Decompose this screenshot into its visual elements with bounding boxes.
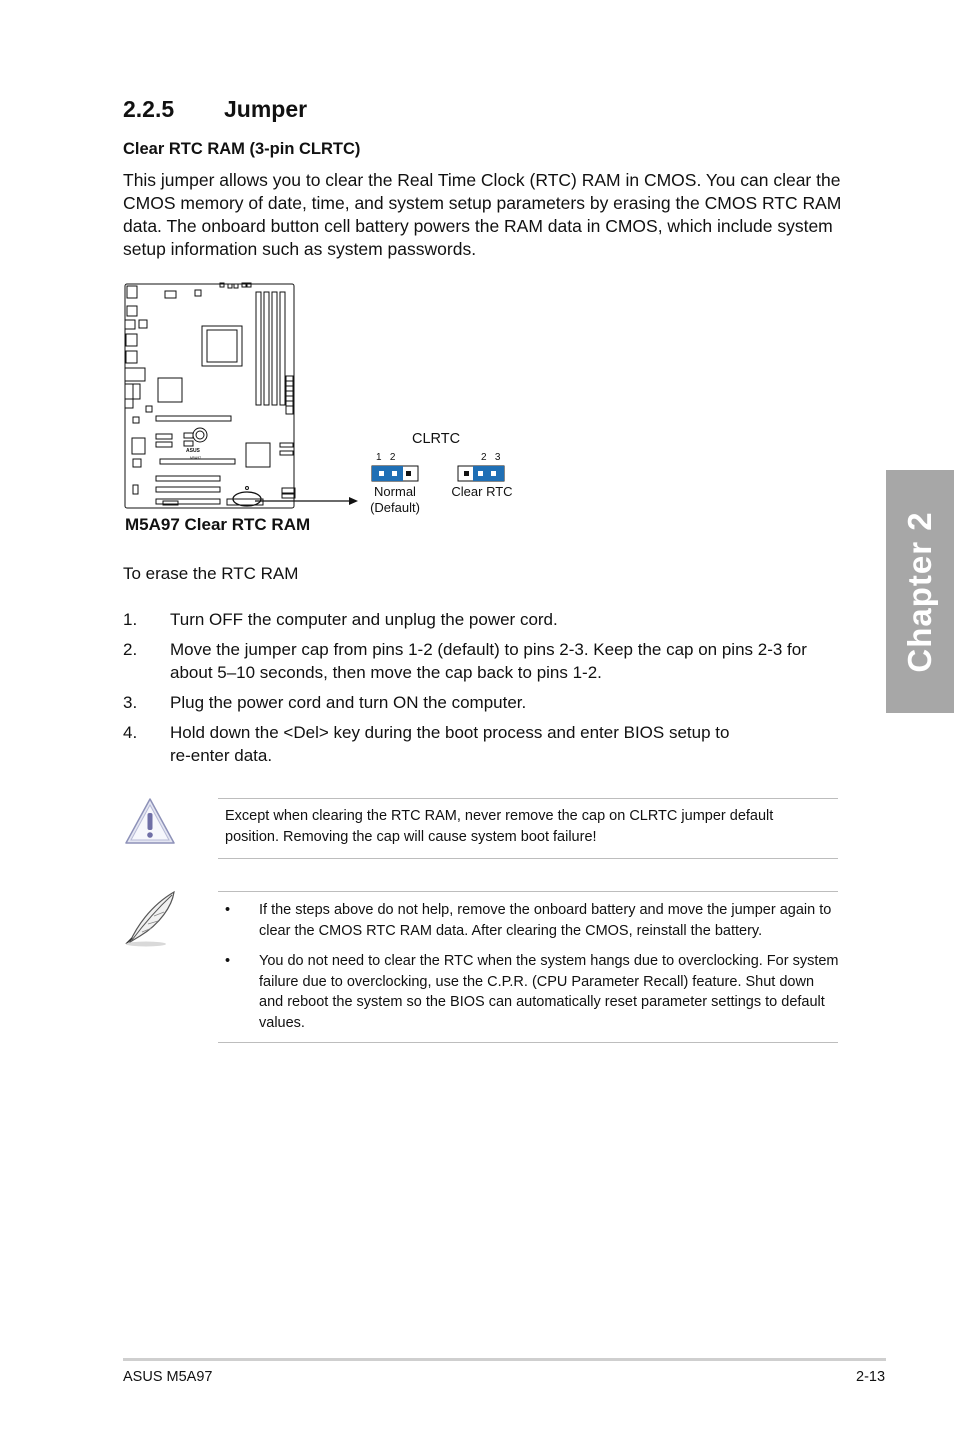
- diagram-caption: M5A97 Clear RTC RAM: [125, 515, 311, 534]
- normal-pin-numbers: 1 2: [376, 452, 396, 463]
- step-number: 3.: [123, 693, 138, 712]
- footer-rule: [123, 1358, 886, 1361]
- caution-bottom-rule: [218, 858, 838, 859]
- clear-pin-numbers: 2 3: [481, 452, 501, 463]
- step-text: Hold down the <Del> key during the boot process and enter BIOS setup to re-enter data.: [170, 723, 730, 765]
- jumper-cap-normal: [372, 466, 403, 481]
- chapter-tab: [886, 470, 954, 713]
- quill-note-icon: [122, 888, 180, 948]
- board-logo: ASUS: [186, 448, 200, 454]
- intro-paragraph: This jumper allows you to clear the Real Time Clock (RTC) RAM in CMOS. You can clear the CMOS memory of date, time, and system setup parameters by erasing the CMOS RTC RAM data. The onboard button cell battery powers the RAM data in CMOS, which include system setup information such as system passwords.: [123, 170, 842, 259]
- bullet: •: [225, 902, 231, 918]
- step-item: [123, 638, 843, 684]
- arrow-head-icon: [349, 497, 358, 505]
- jumper-normal: [372, 466, 418, 481]
- motherboard-diagram: [120, 280, 520, 515]
- note-top-rule: [218, 891, 838, 892]
- subheading: Clear RTC RAM (3-pin CLRTC): [123, 140, 361, 158]
- note-bottom-rule: [218, 1042, 838, 1043]
- note-item-text: You do not need to clear the RTC when the system hangs due to overclocking. For system failure due to overclocking, use the C.P.R. (CPU Parameter Recall) feature. Shut down and reboot the system so the BIOS can automatically reset parameter settings to default values.: [259, 953, 839, 1031]
- step-number: 1.: [123, 610, 138, 629]
- footer-product: ASUS M5A97: [123, 1369, 213, 1385]
- section-number: 2.2.5: [123, 96, 175, 122]
- note-list: [225, 900, 839, 1043]
- step-number: 4.: [123, 723, 138, 742]
- step-item: [123, 691, 843, 714]
- note-item: [225, 900, 839, 941]
- bullet: •: [225, 953, 231, 969]
- step-number: 2.: [123, 640, 138, 659]
- warning-icon: [123, 796, 177, 848]
- note-item: [225, 951, 839, 1033]
- footer-page-number: 2-13: [856, 1369, 886, 1385]
- step-text: Move the jumper cap from pins 1-2 (default) to pins 2-3. Keep the cap on pins 2-3 for about 5–10 seconds, then move the cap back to pins 1-2.: [170, 640, 807, 682]
- clrtc-label: CLRTC: [412, 431, 461, 447]
- clear-label: Clear RTC: [451, 484, 513, 499]
- normal-label: Normal: [374, 484, 416, 499]
- step-text: Plug the power cord and turn ON the computer.: [170, 693, 527, 712]
- normal-default-label: (Default): [370, 500, 420, 515]
- board-model: M5A97: [190, 456, 202, 460]
- step-item: [123, 721, 843, 767]
- caution-top-rule: [218, 798, 838, 799]
- step-item: [123, 608, 843, 631]
- caution-text: Except when clearing the RTC RAM, never remove the cap on CLRTC jumper default position. Removing the cap will cause system boot failure!: [225, 808, 774, 845]
- chapter-tab-label: Chapter 2: [901, 510, 938, 673]
- normal-label-block: [360, 484, 430, 516]
- section-title: Jumper: [224, 96, 308, 122]
- steps-intro: To erase the RTC RAM: [123, 564, 299, 583]
- jumper-clear: [458, 466, 504, 481]
- note-item-text: If the steps above do not help, remove the onboard battery and move the jumper again to clear the CMOS RTC RAM data. After clearing the CMOS, reinstall the battery.: [259, 902, 832, 939]
- step-text: Turn OFF the computer and unplug the power cord.: [170, 610, 558, 629]
- jumper-cap-clear: [473, 466, 504, 481]
